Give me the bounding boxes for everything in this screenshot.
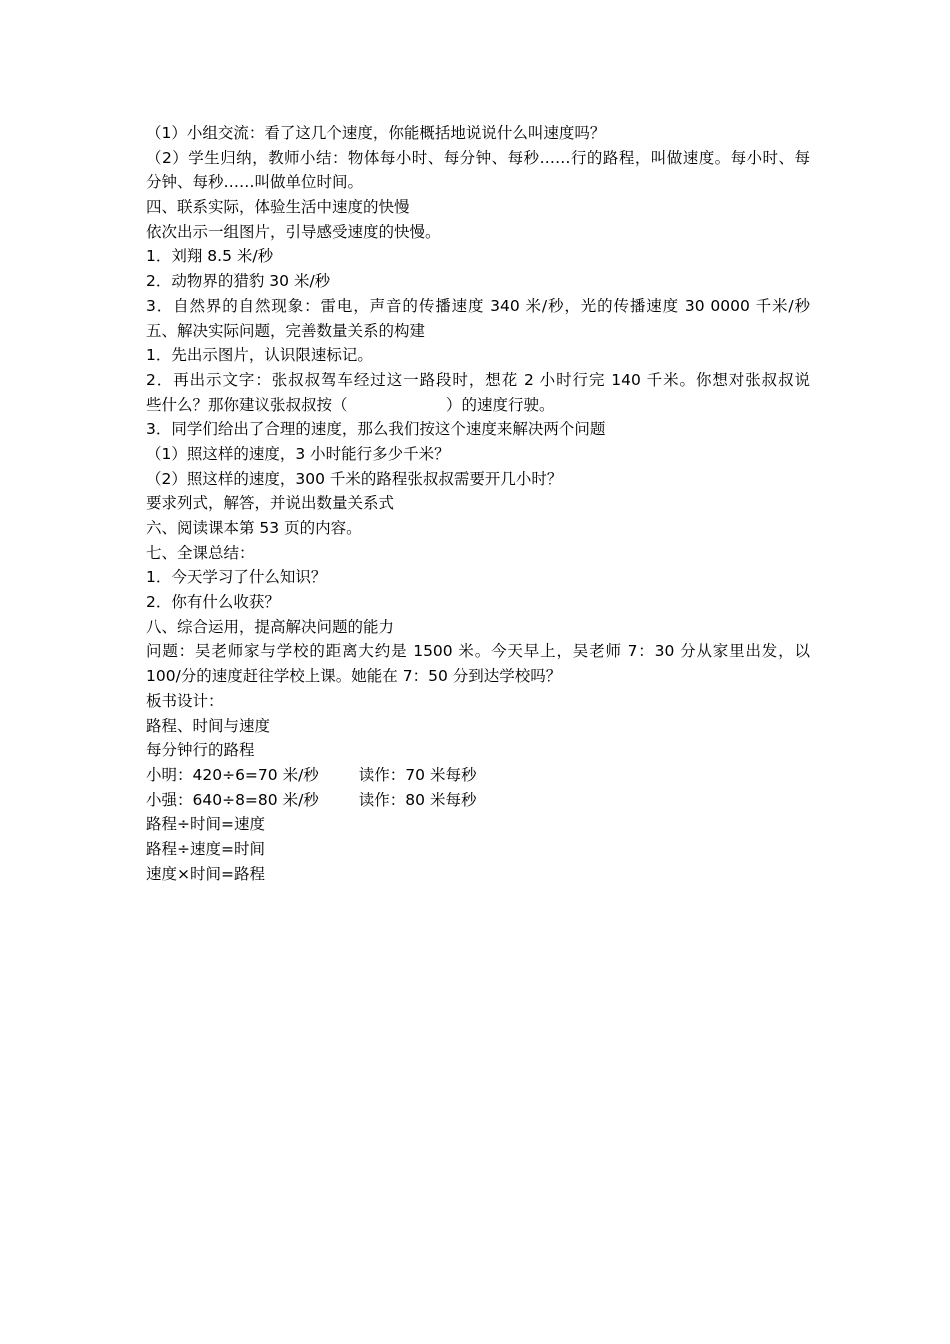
section-heading: 四、联系实际，体验生活中速度的快慢 xyxy=(146,198,410,217)
board-reading: 读作：70 米每秒 xyxy=(358,765,477,784)
list-item: 2．动物界的猎豹 30 米/秒 xyxy=(146,272,331,291)
section-heading: 五、解决实际问题，完善数量关系的构建 xyxy=(146,321,426,340)
board-calc-row xyxy=(146,788,810,813)
board-calc: 小明：420÷6=70 米/秒 xyxy=(146,765,319,784)
list-item: 1．今天学习了什么知识？ xyxy=(146,568,327,587)
text-line: 分钟、每秒……叫做单位时间。 xyxy=(146,173,364,192)
section-heading: 七、全课总结： xyxy=(146,543,255,562)
list-item: 2．再出示文字：张叔叔驾车经过这一路段时，想花 2 小时行完 140 千米。你想对张叔叔说 xyxy=(146,370,810,389)
formula-line: 路程÷时间=速度 xyxy=(146,815,265,834)
section-heading: 六、阅读课本第 53 页的内容。 xyxy=(146,519,362,537)
document-body xyxy=(146,121,810,886)
text-line: （1）小组交流：看了这几个速度，你能概括地说说什么叫速度吗？ xyxy=(146,124,606,142)
list-item: 3．同学们给出了合理的速度，那么我们按这个速度来解决两个问题 xyxy=(146,420,606,439)
list-item: 1．先出示图片，认识限速标记。 xyxy=(146,346,373,365)
board-line: 每分钟行的路程 xyxy=(146,741,255,760)
text-line: 板书设计： xyxy=(146,691,224,710)
text-line: 要求列式，解答，并说出数量关系式 xyxy=(146,494,395,513)
text-line: 问题：吴老师家与学校的距离大约是 1500 米。今天早上，吴老师 7：30 分从家里出发，以 xyxy=(146,642,810,661)
list-item: 1．刘翔 8.5 米/秒 xyxy=(146,247,274,266)
list-item: 2．你有什么收获？ xyxy=(146,593,280,612)
formula-line: 路程÷速度=时间 xyxy=(146,839,265,858)
section-heading: 八、综合运用，提高解决问题的能力 xyxy=(146,617,395,636)
list-item: （1）照这样的速度，3 小时能行多少千米？ xyxy=(146,444,450,463)
text-line: 依次出示一组图片，引导感受速度的快慢。 xyxy=(146,222,441,241)
list-item: 3．自然界的自然现象：雷电，声音的传播速度 340 米/秒，光的传播速度 30 0000 千米/秒 xyxy=(146,296,810,315)
board-calc: 小强：640÷8=80 米/秒 xyxy=(146,790,319,809)
list-item: （2）照这样的速度，300 千米的路程张叔叔需要开几小时？ xyxy=(146,469,563,488)
text-line: （2）学生归纳，教师小结：物体每小时、每分钟、每秒……行的路程，叫做速度。每小时、每 xyxy=(146,148,810,167)
formula-line: 速度×时间=路程 xyxy=(146,864,265,883)
text-line: 100/分的速度赶往学校上课。她能在 7：50 分到达学校吗？ xyxy=(146,667,562,686)
text-line: 些什么？那你建议张叔叔按（ ）的速度行驶。 xyxy=(146,395,555,414)
board-title: 路程、时间与速度 xyxy=(146,716,271,735)
board-calc-row xyxy=(146,763,810,788)
board-reading: 读作：80 米每秒 xyxy=(358,790,477,809)
